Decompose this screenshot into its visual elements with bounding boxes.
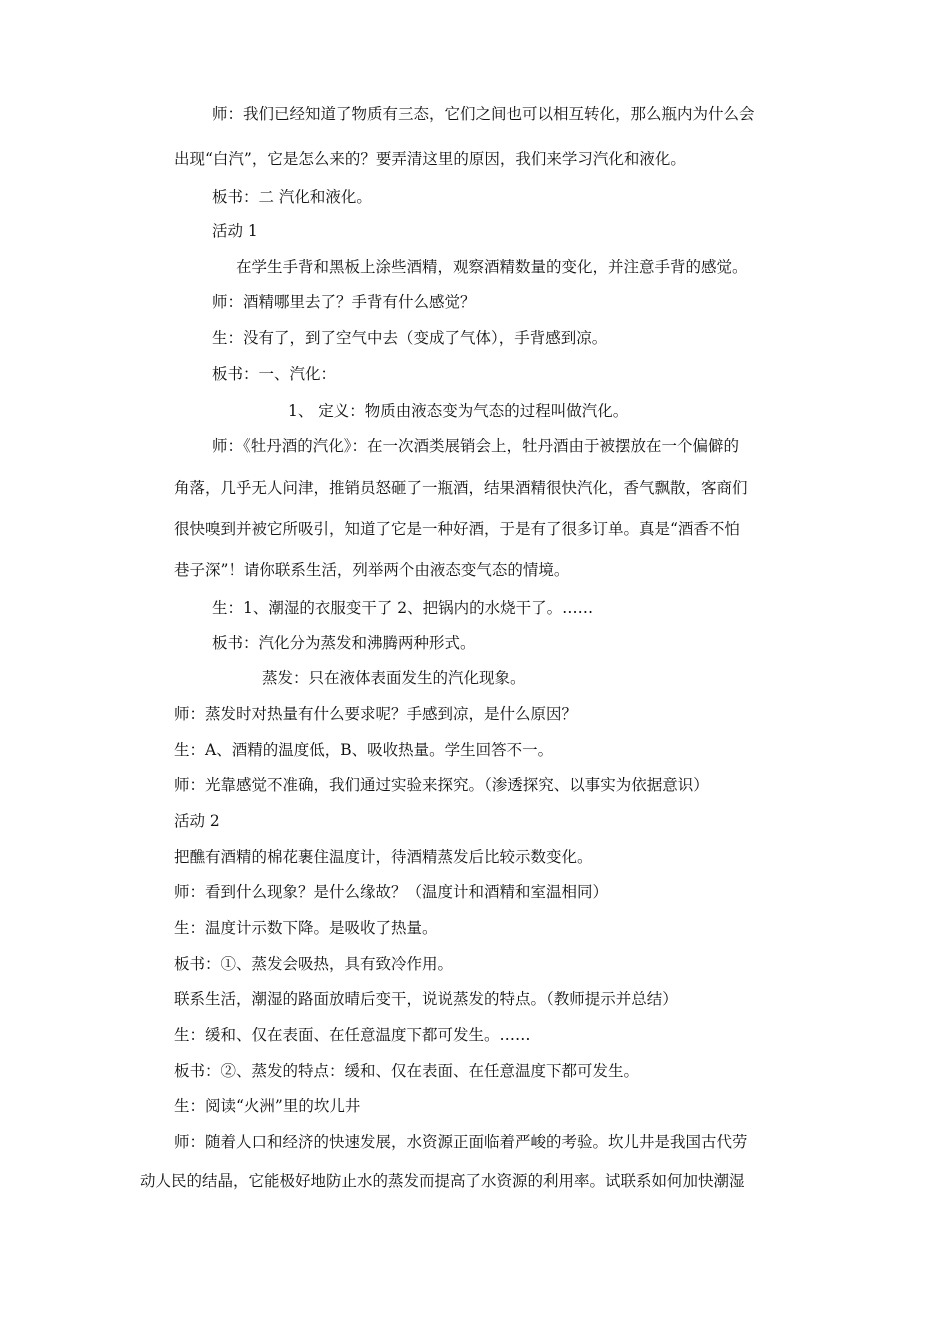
text-line: 师：看到什么现象？是什么缘故？（温度计和酒精和室温相同） [174, 883, 609, 901]
text-line: 生：1、潮湿的衣服变干了 2、把锅内的水烧干了。…… [212, 599, 594, 617]
text-line: 角落，几乎无人问津，推销员怒砸了一瓶酒，结果酒精很快汽化，香气飘散，客商们 [174, 479, 748, 497]
text-line: 很快嗅到并被它所吸引，知道了它是一种好酒，于是有了很多订单。真是“酒香不怕 [174, 520, 740, 538]
text-line: 师：酒精哪里去了？手背有什么感觉？ [212, 293, 476, 311]
text-line: 把醮有酒精的棉花裹住温度计，待酒精蒸发后比较示数变化。 [174, 848, 593, 866]
text-line: 生：缓和、仅在表面、在任意温度下都可发生。…… [174, 1026, 531, 1044]
text-line: 联系生活，潮湿的路面放晴后变干，说说蒸发的特点。（教师提示并总结） [174, 990, 678, 1008]
text-line: 师：光靠感觉不准确，我们通过实验来探究。（渗透探究、以事实为依据意识） [174, 776, 709, 794]
text-line: 板书：汽化分为蒸发和沸腾两种形式。 [212, 634, 476, 652]
text-line: 出现“白汽”，它是怎么来的？要弄清这里的原因，我们来学习汽化和液化。 [174, 150, 686, 168]
text-line: 生：阅读“火洲”里的坎儿井 [174, 1097, 361, 1115]
text-line: 板书：二 汽化和液化。 [212, 188, 372, 206]
text-line: 活动 1 [212, 222, 258, 240]
text-line: 在学生手背和黑板上涂些酒精，观察酒精数量的变化，并注意手背的感觉。 [236, 258, 748, 276]
text-line: 蒸发：只在液体表面发生的汽化现象。 [262, 669, 526, 687]
text-line: 生：没有了，到了空气中去（变成了气体），手背感到凉。 [212, 329, 608, 347]
text-line: 师：随着人口和经济的快速发展，水资源正面临着严峻的考验。坎儿井是我国古代劳 [174, 1133, 748, 1151]
text-line: 活动 2 [174, 812, 220, 830]
text-line: 动人民的结晶，它能极好地防止水的蒸发而提高了水资源的利用率。试联系如何加快潮湿 [140, 1172, 745, 1190]
text-line: 板书：一、汽化： [212, 365, 337, 383]
text-line: 师：我们已经知道了物质有三态，它们之间也可以相互转化，那么瓶内为什么会 [212, 105, 755, 123]
text-line: 1、 定义：物质由液态变为气态的过程叫做汽化。 [288, 402, 629, 420]
text-line: 师：《牡丹酒的汽化》：在一次酒类展销会上，牡丹酒由于被摆放在一个偏僻的 [212, 437, 740, 455]
text-line: 师：蒸发时对热量有什么要求呢？手感到凉，是什么原因？ [174, 705, 578, 723]
text-line: 板书：①、蒸发会吸热，具有致冷作用。 [174, 955, 454, 973]
text-line: 板书：②、蒸发的特点：缓和、仅在表面、在任意温度下都可发生。 [174, 1062, 640, 1080]
text-line: 巷子深”！请你联系生活，列举两个由液态变气态的情境。 [174, 561, 570, 579]
text-line: 生：温度计示数下降。是吸收了热量。 [174, 919, 438, 937]
text-line: 生：A、酒精的温度低，B、吸收热量。学生回答不一。 [174, 741, 554, 759]
